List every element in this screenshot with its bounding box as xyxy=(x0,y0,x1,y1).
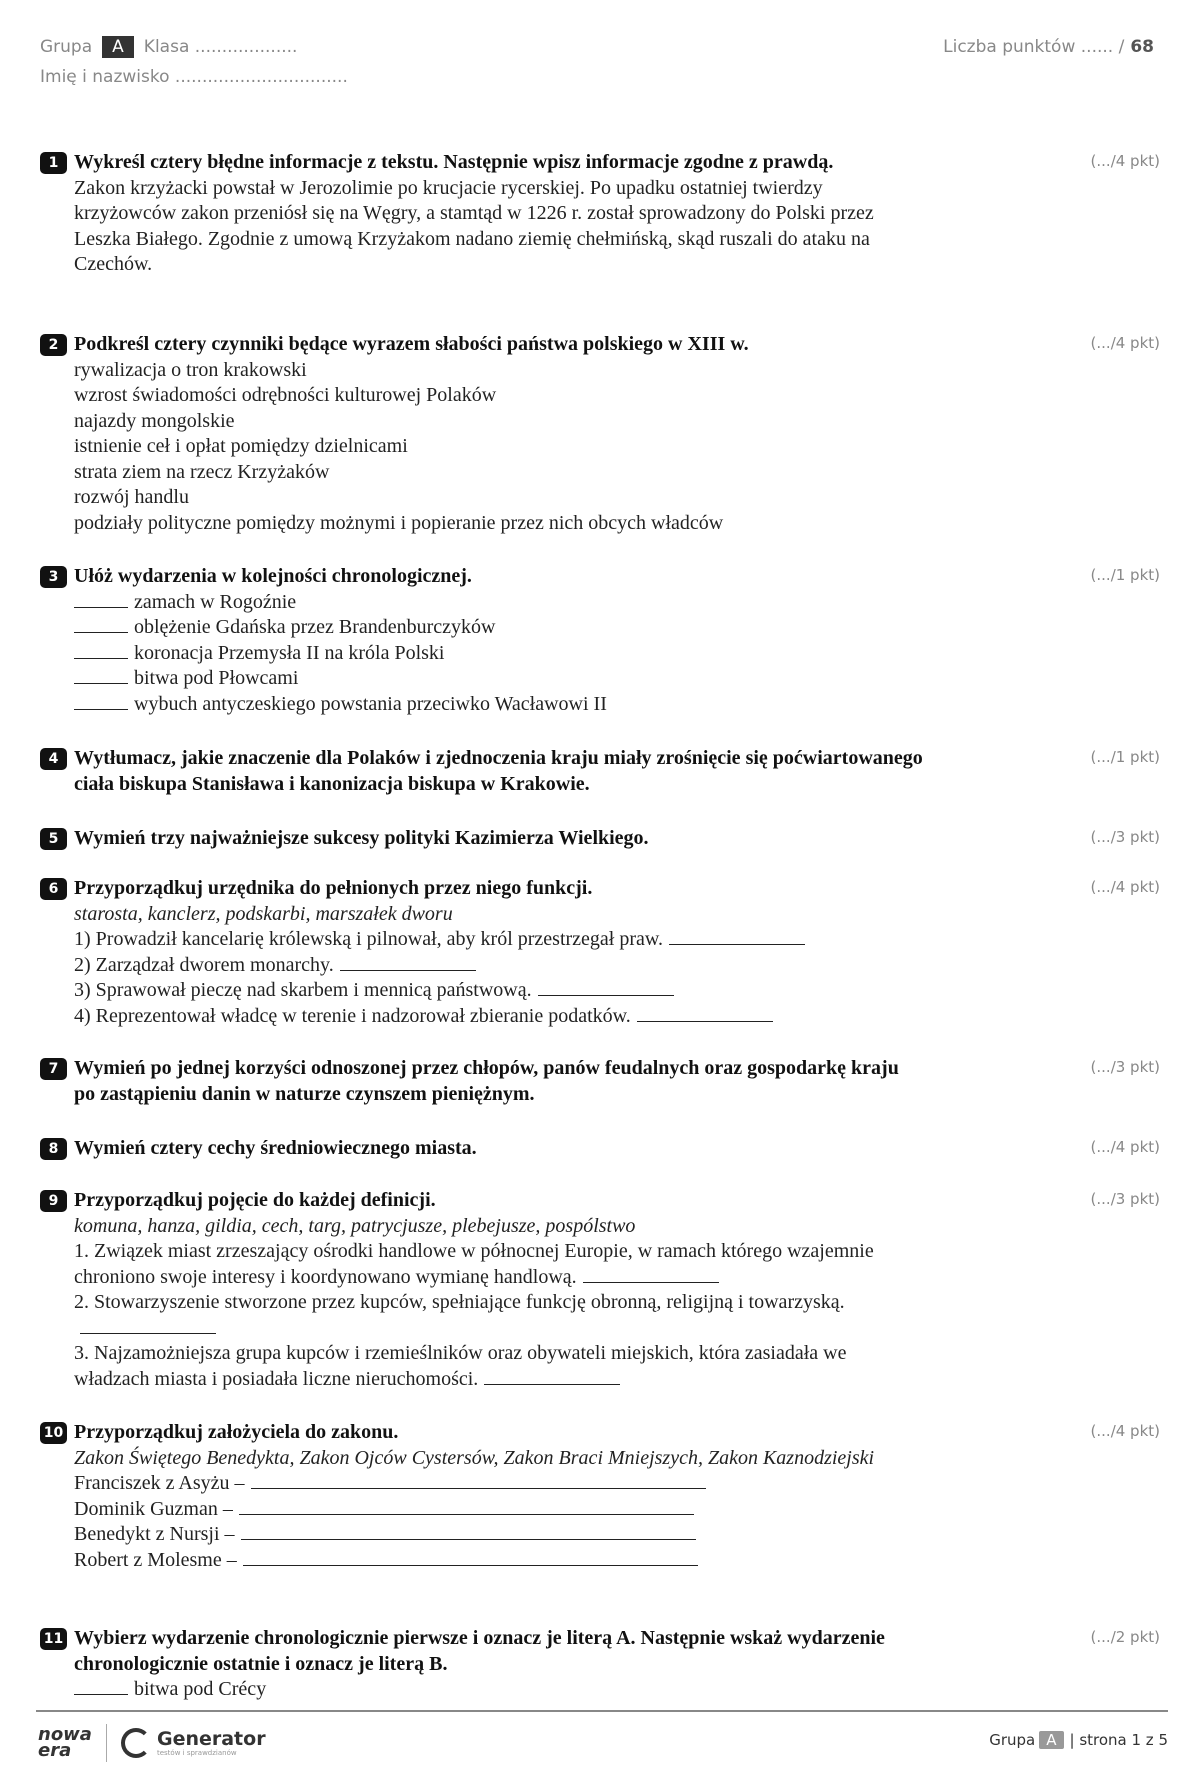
list-item: podziały polityczne pomiędzy możnymi i popieranie przez nich obcych władców xyxy=(74,511,724,534)
task-question: Przyporządkuj pojęcie do każdej definicji. xyxy=(74,1189,436,1211)
task-question: Przyporządkuj założyciela do zakonu. xyxy=(74,1421,399,1443)
points-label: Liczba punktów ...... / xyxy=(943,37,1125,57)
list-item: istnienie ceł i opłat pomiędzy dzielnicami xyxy=(74,435,408,457)
task-3 xyxy=(40,564,1160,717)
list-item: bitwa pod Crécy xyxy=(134,1678,267,1700)
task-8 xyxy=(40,1136,1160,1162)
list-item: 3) Sprawował pieczę nad skarbem i mennicą państwową. xyxy=(74,979,532,1001)
answer-blank[interactable] xyxy=(74,642,128,659)
class-field: Klasa ................... xyxy=(143,37,298,57)
task-7 xyxy=(40,1056,1160,1107)
page-number: | strona 1 z 5 xyxy=(1069,1731,1168,1749)
task-5 xyxy=(40,826,1160,852)
task-number: 9 xyxy=(40,1190,67,1212)
logo-line: era xyxy=(38,1740,72,1761)
logo-separator xyxy=(106,1724,107,1762)
group-badge: A xyxy=(102,36,134,58)
answer-line[interactable] xyxy=(80,1317,216,1334)
list-item: Franciszek z Asyżu – xyxy=(74,1472,245,1494)
task-points: (.../4 pkt) xyxy=(1090,152,1160,170)
list-item: Dominik Guzman – xyxy=(74,1497,233,1520)
task-text: Zakon krzyżacki powstał w Jerozolimie po krucjacie rycerskiej. Po upadku ostatniej twierdzy krzyżowców zakon przeniósł się na Węgry, a stamtąd w 1226 r. został sprowadzony do Polski przez Leszka Białego. Zgodnie z umową Krzyżakom nadano ziemię chełmińską, skąd ruszali do ataku na Czechów. xyxy=(74,176,874,275)
list-item: rozwój handlu xyxy=(74,486,189,508)
answer-line[interactable] xyxy=(583,1266,719,1283)
footer-page-info xyxy=(989,1724,1168,1756)
list-item: 2) Zarządzał dworem monarchy. xyxy=(74,953,334,976)
task-options: Zakon Świętego Benedykta, Zakon Ojców Cystersów, Zakon Braci Mniejszych, Zakon Kaznodziejski xyxy=(74,1446,875,1469)
task-points: (.../1 pkt) xyxy=(1090,566,1160,584)
task-number: 8 xyxy=(40,1138,67,1160)
task-points: (.../4 pkt) xyxy=(1090,878,1160,896)
list-item: 4) Reprezentował władcę w terenie i nadzorował zbieranie podatków. xyxy=(74,1004,631,1027)
task-2 xyxy=(40,332,1160,536)
generator-brand: Generator xyxy=(156,1727,266,1750)
answer-line[interactable] xyxy=(637,1005,773,1022)
list-item: 2. Stowarzyszenie stworzone przez kupców, spełniające funkcję obronną, religijną i towarzyską. xyxy=(74,1291,845,1313)
task-question: Wymień trzy najważniejsze sukcesy polityki Kazimierza Wielkiego. xyxy=(74,827,649,849)
answer-line[interactable] xyxy=(340,954,476,971)
task-4 xyxy=(40,746,1160,797)
list-item: rywalizacja o tron krakowski xyxy=(74,358,307,381)
task-9 xyxy=(40,1188,1160,1392)
list-item: Robert z Molesme – xyxy=(74,1548,237,1571)
task-options: komuna, hanza, gildia, cech, targ, patrycjusze, plebejusze, pospólstwo xyxy=(74,1214,636,1237)
task-6 xyxy=(40,876,1160,1029)
task-question: Wykreśl cztery błędne informacje z tekstu. Następnie wpisz informacje zgodne z prawdą. xyxy=(74,151,834,173)
task-question: Ułóż wydarzenia w kolejności chronologicznej. xyxy=(74,565,472,587)
list-item: wybuch antyczeskiego powstania przeciwko Wacławowi II xyxy=(134,692,607,715)
footer-group-label: Grupa xyxy=(989,1731,1036,1749)
task-points: (.../3 pkt) xyxy=(1090,1058,1160,1076)
list-item: najazdy mongolskie xyxy=(74,409,235,432)
points-summary xyxy=(943,32,1154,62)
task-number: 2 xyxy=(40,334,67,356)
answer-blank[interactable] xyxy=(74,693,128,710)
list-item: Benedykt z Nursji – xyxy=(74,1523,235,1545)
name-field: Imię i nazwisko ................................ xyxy=(40,67,348,87)
task-points: (.../3 pkt) xyxy=(1090,1190,1160,1208)
task-question: Wymień po jednej korzyści odnoszonej przez chłopów, panów feudalnych oraz gospodarkę kraju po zastąpieniu danin w naturze czynszem pieniężnym. xyxy=(74,1057,899,1105)
answer-blank[interactable] xyxy=(74,591,128,608)
task-number: 10 xyxy=(40,1422,67,1444)
answer-line[interactable] xyxy=(251,1472,706,1489)
task-options: starosta, kanclerz, podskarbi, marszałek dworu xyxy=(74,902,453,925)
task-points: (.../4 pkt) xyxy=(1090,334,1160,352)
list-item: strata ziem na rzecz Krzyżaków xyxy=(74,460,330,483)
generator-tagline: testów i sprawdzianów xyxy=(156,1748,237,1757)
task-1 xyxy=(40,150,1160,278)
answer-line[interactable] xyxy=(241,1523,696,1540)
list-item: zamach w Rogoźnie xyxy=(134,590,297,613)
footer-divider xyxy=(36,1710,1168,1712)
task-10 xyxy=(40,1420,1160,1573)
answer-line[interactable] xyxy=(669,928,805,945)
list-item: oblężenie Gdańska przez Brandenburczyków xyxy=(134,616,496,638)
task-question: Przyporządkuj urzędnika do pełnionych przez niego funkcji. xyxy=(74,877,593,899)
header xyxy=(40,32,348,92)
task-question: Wymień cztery cechy średniowiecznego miasta. xyxy=(74,1137,477,1159)
task-number: 1 xyxy=(40,152,67,174)
task-question: Wytłumacz, jakie znaczenie dla Polaków i zjednoczenia kraju miały zrośnięcie się poćwiartowanego ciała biskupa Stanisława i kanonizacja biskupa w Krakowie. xyxy=(74,747,923,795)
task-number: 4 xyxy=(40,748,67,770)
task-points: (.../3 pkt) xyxy=(1090,828,1160,846)
answer-line[interactable] xyxy=(484,1368,620,1385)
footer-logos xyxy=(38,1718,266,1768)
task-number: 3 xyxy=(40,566,67,588)
list-item: 1. Związek miast zrzeszający ośrodki handlowe w północnej Europie, w ramach którego wzajemnie chroniono swoje interesy i koordynowano wymianę handlową. xyxy=(74,1240,874,1288)
answer-blank[interactable] xyxy=(74,1678,128,1695)
task-points: (.../2 pkt) xyxy=(1090,1628,1160,1646)
points-total: 68 xyxy=(1130,37,1154,57)
answer-line[interactable] xyxy=(538,979,674,996)
answer-line[interactable] xyxy=(243,1549,698,1566)
task-question: Podkreśl cztery czynniki będące wyrazem słabości państwa polskiego w XIII w. xyxy=(74,333,749,355)
task-number: 7 xyxy=(40,1058,67,1080)
task-11 xyxy=(40,1626,1160,1703)
task-question: Wybierz wydarzenie chronologicznie pierwsze i oznacz je literą A. Następnie wskaż wydarzenie chronologicznie ostatnie i oznacz je literą B. xyxy=(74,1627,885,1675)
list-item: bitwa pod Płowcami xyxy=(134,667,299,689)
task-number: 5 xyxy=(40,828,67,850)
list-item: 1) Prowadził kancelarię królewską i pilnował, aby król przestrzegał praw. xyxy=(74,928,664,950)
list-item: wzrost świadomości odrębności kulturowej Polaków xyxy=(74,384,497,406)
list-item: 3. Najzamożniejsza grupa kupców i rzemieślników oraz obywateli miejskich, która zasiadała we władzach miasta i posiadała liczne nieruchomości. xyxy=(74,1342,847,1390)
generator-logo-icon xyxy=(121,1728,151,1758)
nowa-era-logo xyxy=(38,1724,92,1761)
answer-line[interactable] xyxy=(239,1498,694,1515)
task-points: (.../4 pkt) xyxy=(1090,1138,1160,1156)
task-number: 6 xyxy=(40,878,67,900)
answer-blank[interactable] xyxy=(74,667,128,684)
list-item: koronacja Przemysła II na króla Polski xyxy=(134,641,445,664)
task-points: (.../1 pkt) xyxy=(1090,748,1160,766)
group-label: Grupa xyxy=(40,37,93,57)
footer-group-badge: A xyxy=(1039,1731,1063,1749)
answer-blank[interactable] xyxy=(74,616,128,633)
logo-line: nowa xyxy=(38,1724,92,1745)
task-number: 11 xyxy=(40,1628,67,1650)
task-points: (.../4 pkt) xyxy=(1090,1422,1160,1440)
